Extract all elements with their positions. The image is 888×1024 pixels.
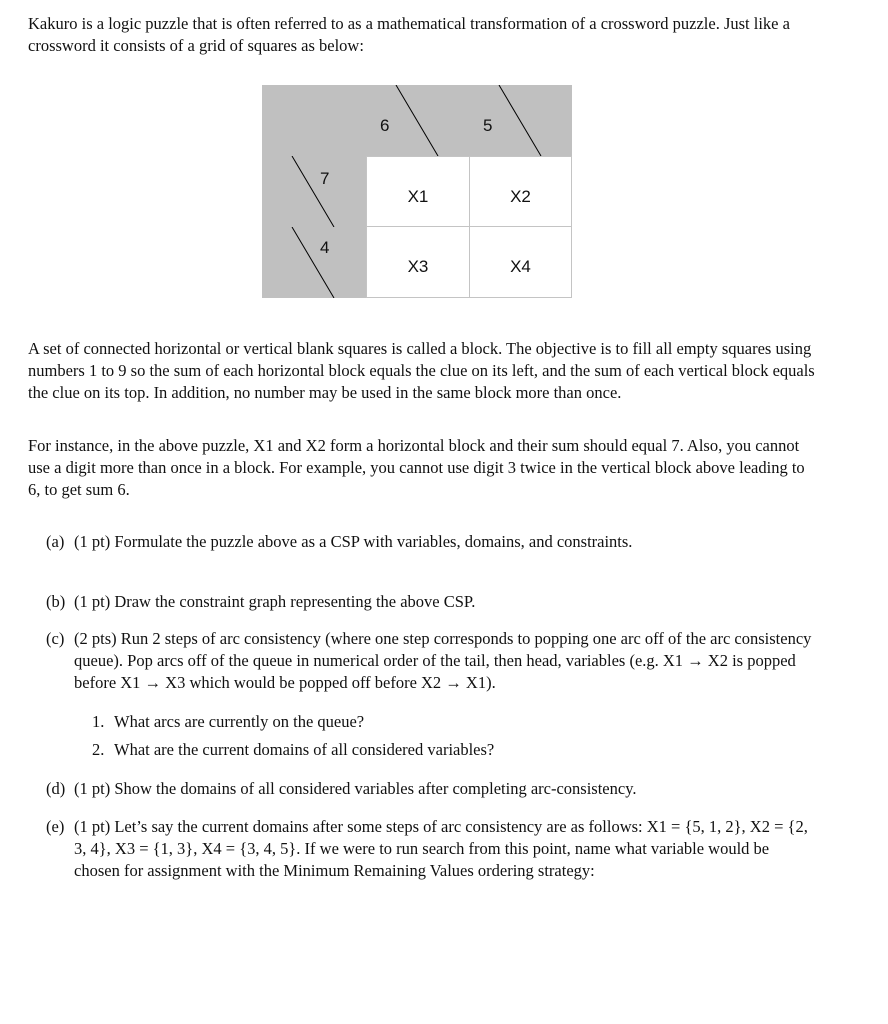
subquestion-1 — [92, 711, 792, 733]
question-text: (1 pt) Draw the constraint graph representing the above CSP. — [74, 592, 476, 611]
variable-cell-x3 — [366, 226, 470, 298]
variable-cell-x4 — [469, 226, 572, 298]
kakuro-grid — [262, 85, 572, 298]
question-text: (1 pt) Formulate the puzzle above as a CSP with variables, domains, and constraints. — [74, 532, 633, 551]
variable-cell-x2 — [469, 156, 572, 227]
variable-label: X2 — [510, 187, 531, 206]
column-clue-value: 5 — [483, 116, 493, 135]
column-clue-cell-2 — [469, 85, 572, 156]
column-clue-value: 6 — [380, 116, 390, 135]
question-a — [46, 531, 816, 553]
subquestion-label: 2. — [92, 740, 105, 759]
row-clue-value: 4 — [320, 238, 330, 257]
block-definition-paragraph: A set of connected horizontal or vertical blank squares is called a block. The objective is to fill all empty squares using numbers 1 to 9 so the sum of each horizontal block equals the clue on its left, and the sum of each vertical block equals the clue on its top. In addition, no number may be used in the same block more than once. — [28, 339, 815, 402]
variable-label: X4 — [510, 257, 531, 276]
variable-cell-x1 — [366, 156, 470, 227]
variable-label: X3 — [407, 257, 429, 276]
subquestion-text: What arcs are currently on the queue? — [114, 712, 365, 731]
question-label: (d) — [46, 779, 66, 798]
question-label: (c) — [46, 629, 65, 648]
subquestion-label: 1. — [92, 712, 105, 731]
variable-label: X1 — [407, 187, 429, 206]
row-clue-value: 7 — [320, 169, 330, 188]
question-b — [46, 591, 816, 613]
column-clue-cell-1 — [366, 85, 469, 156]
question-text: (2 pts) Run 2 steps of arc consistency (where one step corresponds to popping one arc off of the arc consistency queue). Pop arcs off of the queue in numerical order of the tail, then head, variables (e.g. X1 → X2 is popped before X1 → X3 which would be popped off before X2 → X1). — [74, 629, 812, 692]
subquestion-2 — [92, 739, 792, 761]
question-d — [46, 778, 816, 800]
question-text: (1 pt) Let’s say the current domains after some steps of arc consistency are as follows: X1 = {5, 1, 2}, X2 = {2, 3, 4}, X3 = {1, 3}, X4 = {3, 4, 5}. If we were to run search from this point, name what variable would be chosen for assignment with the Minimum Remaining Values ordering strategy: — [74, 817, 808, 880]
question-label: (a) — [46, 532, 65, 551]
intro-paragraph: Kakuro is a logic puzzle that is often referred to as a mathematical transformation of a crossword puzzle. Just like a crossword it consists of a grid of squares as below: — [28, 14, 790, 55]
subquestion-text: What are the current domains of all considered variables? — [114, 740, 495, 759]
row-clue-cell-2 — [262, 227, 366, 298]
question-label: (e) — [46, 817, 65, 836]
question-c — [46, 628, 816, 694]
question-e — [46, 816, 816, 882]
corner-cell — [262, 85, 366, 156]
diagonal-line — [262, 227, 366, 298]
row-clue-cell-1 — [262, 156, 366, 227]
diagonal-line — [262, 156, 366, 227]
question-label: (b) — [46, 592, 66, 611]
question-text: (1 pt) Show the domains of all considered variables after completing arc-consistency. — [74, 779, 637, 798]
example-paragraph: For instance, in the above puzzle, X1 and X2 form a horizontal block and their sum should equal 7. Also, you cannot use a digit more than once in a block. For example, you cannot use digit 3 twice in the vertical block above leading to 6, to get sum 6. — [28, 436, 805, 499]
